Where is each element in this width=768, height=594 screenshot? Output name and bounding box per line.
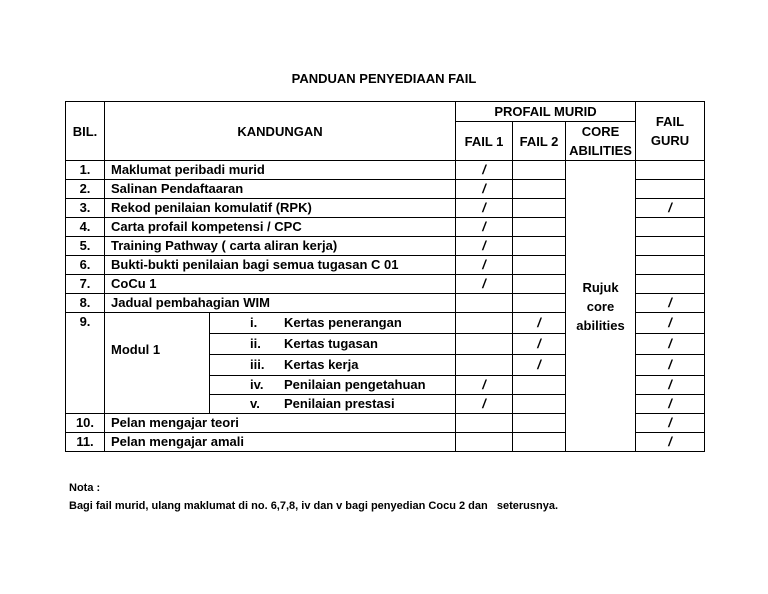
fail1-mark: /	[456, 237, 513, 256]
fail2-mark	[513, 395, 566, 414]
fail2-mark	[513, 180, 566, 199]
row-number: 8.	[66, 294, 105, 313]
header-bil: BIL.	[66, 102, 105, 161]
modul-item-label: Penilaian prestasi	[284, 396, 395, 411]
header-core-abilities	[566, 122, 636, 161]
fail2-mark: /	[513, 355, 566, 376]
header-kandungan: KANDUNGAN	[105, 102, 456, 161]
row-content: Maklumat peribadi murid	[105, 161, 456, 180]
row-content: Rekod penilaian komulatif (RPK)	[105, 199, 456, 218]
row-number: 11.	[66, 433, 105, 452]
header-core-label: CORE	[581, 124, 620, 139]
fail1-mark: /	[456, 256, 513, 275]
guru-mark: /	[636, 355, 705, 376]
fail1-mark: /	[456, 395, 513, 414]
core-note-line1: Rujuk	[582, 279, 619, 295]
fail1-mark	[456, 414, 513, 433]
fail1-mark	[456, 313, 513, 334]
fail2-mark	[513, 199, 566, 218]
row-number: 5.	[66, 237, 105, 256]
modul-item-num: i.	[250, 315, 258, 330]
fail2-mark	[513, 161, 566, 180]
modul-item-num: iv.	[250, 377, 264, 392]
modul-item-label: Kertas tugasan	[284, 336, 378, 351]
modul-number: 9.	[79, 314, 91, 329]
fail2-mark	[513, 294, 566, 313]
modul-item-num: v.	[250, 396, 260, 411]
fail1-mark: /	[456, 376, 513, 395]
guru-mark: /	[636, 199, 705, 218]
fail1-mark	[456, 355, 513, 376]
fail1-mark: /	[456, 180, 513, 199]
row-content: Pelan mengajar amali	[105, 433, 456, 452]
modul-item-num: ii.	[250, 336, 261, 351]
fail2-mark	[513, 256, 566, 275]
fail1-mark: /	[456, 161, 513, 180]
modul-item	[210, 355, 456, 376]
row-content: CoCu 1	[105, 275, 456, 294]
modul-item-num: iii.	[250, 357, 265, 372]
header-fail-guru	[636, 102, 705, 161]
fail2-mark	[513, 433, 566, 452]
guru-mark: /	[636, 313, 705, 334]
row-number: 6.	[66, 256, 105, 275]
row-content: Salinan Pendaftaaran	[105, 180, 456, 199]
page-title: PANDUAN PENYEDIAAN FAIL	[291, 71, 477, 86]
row-content: Jadual pembahagian WIM	[105, 294, 456, 313]
header-profail-murid: PROFAIL MURID	[456, 102, 636, 122]
modul-item-label: Penilaian pengetahuan	[284, 377, 426, 392]
nota-label: Nota :	[69, 482, 101, 494]
row-content: Carta profail kompetensi / CPC	[105, 218, 456, 237]
guru-mark	[636, 275, 705, 294]
guru-mark: /	[636, 294, 705, 313]
guru-mark	[636, 218, 705, 237]
fail1-mark: /	[456, 275, 513, 294]
core-abilities-note	[566, 161, 636, 452]
modul-item	[210, 334, 456, 355]
fail1-mark	[456, 294, 513, 313]
fail2-mark: /	[513, 334, 566, 355]
modul-item-label: Kertas kerja	[284, 357, 359, 372]
modul-item	[210, 395, 456, 414]
row-number: 7.	[66, 275, 105, 294]
guru-mark: /	[636, 414, 705, 433]
guru-mark: /	[636, 433, 705, 452]
row-number	[66, 313, 105, 414]
row-number: 2.	[66, 180, 105, 199]
modul-item-label: Kertas penerangan	[284, 315, 402, 330]
guru-mark	[636, 237, 705, 256]
row-number: 10.	[66, 414, 105, 433]
header-fail-label: FAIL	[655, 114, 685, 129]
fail1-mark: /	[456, 218, 513, 237]
guru-mark: /	[636, 334, 705, 355]
row-content: Bukti-bukti penilaian bagi semua tugasan C 01	[105, 256, 456, 275]
fail2-mark	[513, 414, 566, 433]
row-number: 4.	[66, 218, 105, 237]
modul-item	[210, 376, 456, 395]
nota-text: Bagi fail murid, ulang maklumat di no. 6,7,8, iv dan v bagi penyedian Cocu 2 dan seterusnya.	[69, 500, 559, 512]
row-number: 3.	[66, 199, 105, 218]
core-note-line3: abilities	[576, 317, 625, 333]
fail1-mark	[456, 334, 513, 355]
guru-mark: /	[636, 376, 705, 395]
fail2-mark	[513, 376, 566, 395]
header-fail1: FAIL 1	[456, 122, 513, 161]
guru-mark	[636, 161, 705, 180]
guru-mark	[636, 256, 705, 275]
header-fail2: FAIL 2	[513, 122, 566, 161]
modul-label-text: Modul 1	[111, 342, 161, 357]
row-content: Pelan mengajar teori	[105, 414, 456, 433]
guru-mark	[636, 180, 705, 199]
file-guide-table	[65, 101, 705, 452]
modul-item	[210, 313, 456, 334]
header-row-1	[66, 102, 705, 122]
modul-label	[105, 313, 210, 414]
core-note-line2: core	[586, 298, 615, 314]
fail2-mark	[513, 237, 566, 256]
header-abilities-label: ABILITIES	[569, 143, 632, 158]
header-guru-label: GURU	[650, 133, 690, 148]
fail2-mark	[513, 218, 566, 237]
guru-mark: /	[636, 395, 705, 414]
fail2-mark: /	[513, 313, 566, 334]
fail1-mark: /	[456, 199, 513, 218]
fail2-mark	[513, 275, 566, 294]
fail1-mark	[456, 433, 513, 452]
row-content: Training Pathway ( carta aliran kerja)	[105, 237, 456, 256]
table-row	[66, 161, 705, 180]
row-number: 1.	[66, 161, 105, 180]
